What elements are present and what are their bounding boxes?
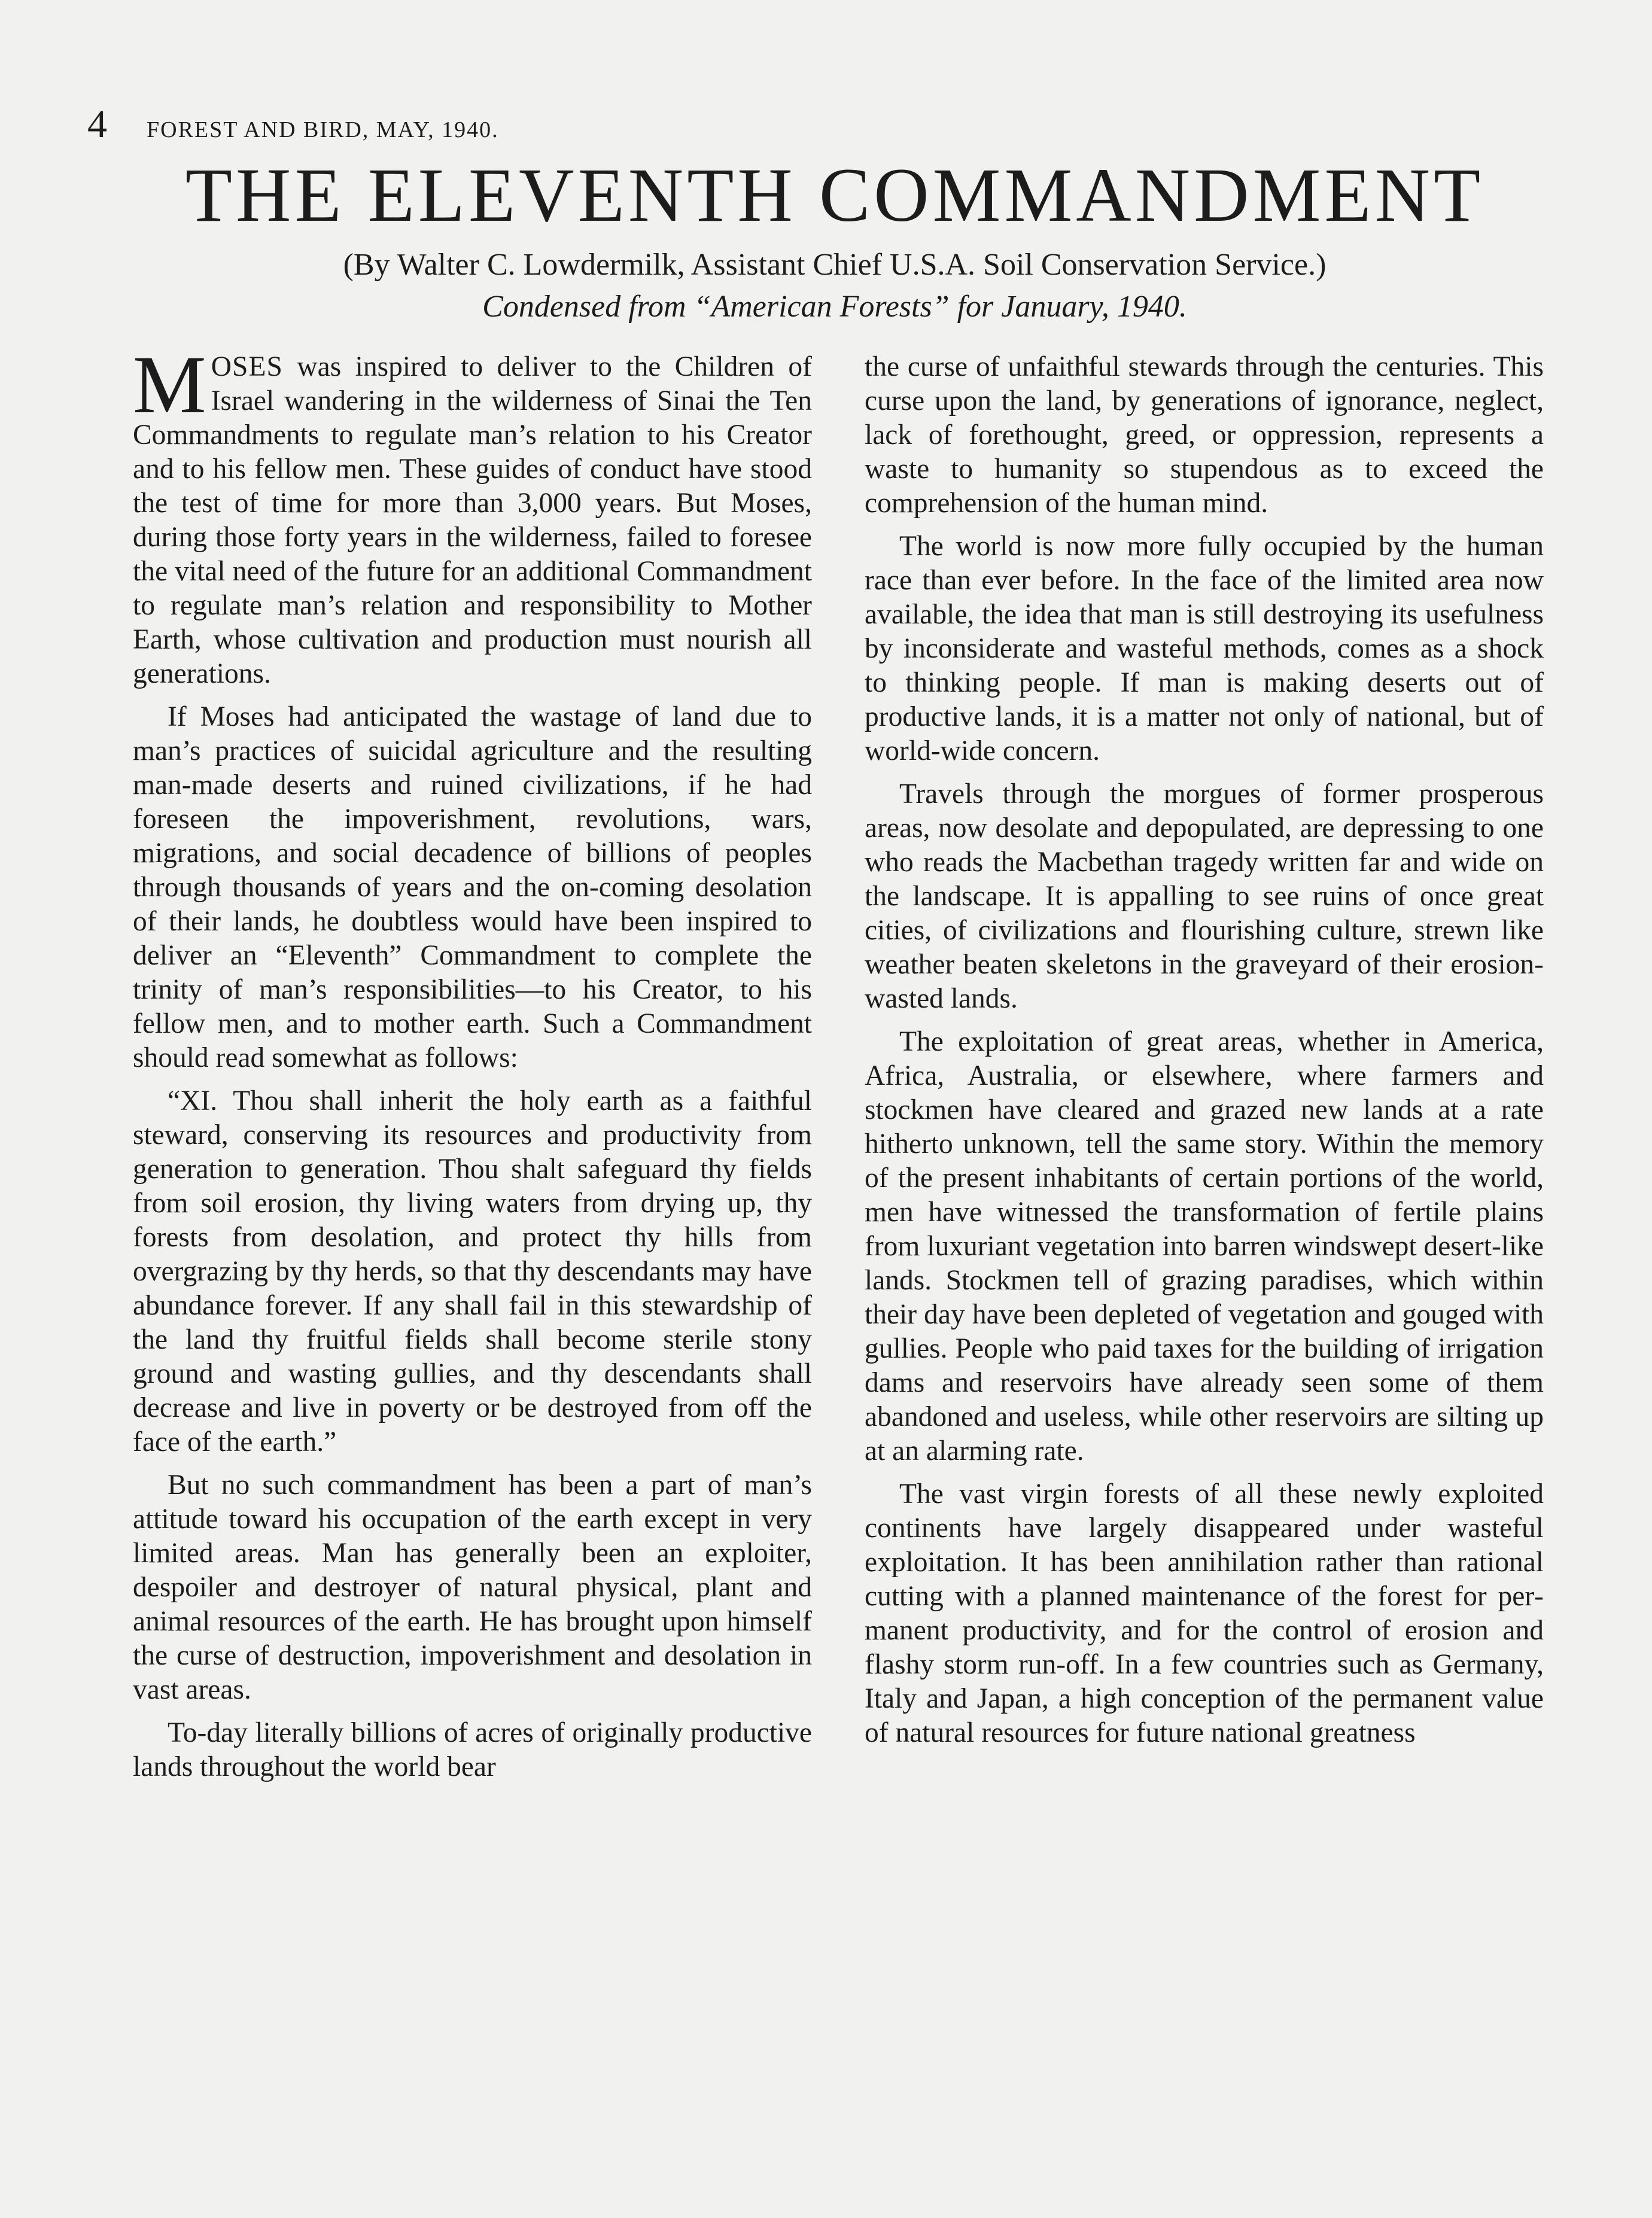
paragraph: If Moses had anticipated the wastage of land due to man’s practices of suicidal agriculture and the resulting man-made deserts and ruined civilizations, if he had foreseen the impoverishment, revolutions, wars, migrations, and social decadence of billions of peoples through thousands of years and the on-coming desolation of their lands, he doubtless would have been inspired to deliver an “Eleventh” Commandment to complete the trinity of man’s responsibilities—to his Creator, to his fellow men, and to mother earth. Such a Commandment should read somewhat as follows: <box>133 701 812 1073</box>
paragraph: But no such commandment has been a part of man’s attitude toward his occupation of the earth except in very limited areas. Man has generally been an exploiter, despoiler and destroyer of natural physical, plant and animal resources of the earth. He has brought upon himself the curse of destruction, impoverishment and desolation in vast areas. <box>133 1469 812 1705</box>
article-source-note: Condensed from “American Forests” for January, 1940. <box>482 290 1187 324</box>
running-head <box>87 102 499 147</box>
paragraph: To-day literally billions of acres of originally productive lands throughout the world bear <box>133 1717 812 1782</box>
paragraph: The exploitation of great areas, whether in America, Africa, Australia, or elsewhere, where farmers and stockmen have cleared and grazed new lands at a rate hitherto unknown, tell the same story. Within the memory of the present inhabitants of certain portions of the world, men have witnessed the transformation of fertile plains from luxuriant vegetation into barren windswept desert-like lands. Stockmen tell of grazing paradises, which within their day have been depleted of vegetation and gouged with gullies. People who paid taxes for the building of irrigation dams and reservoirs have already seen some of them abandoned and useless, while other reservoirs are silting up at an alarming rate. <box>865 1026 1544 1467</box>
left-column <box>133 339 812 1793</box>
drop-cap: M <box>133 339 206 430</box>
paragraph: The world is now more fully occupied by the human race than ever before. In the face of the limited area now available, the idea that man is still destroying its usefulness by inconsiderate and wasteful methods, comes as a shock to thinking people. If man is making deserts out of productive lands, it is a matter not only of national, but of world-wide concern. <box>865 531 1544 766</box>
page-number: 4 <box>87 102 107 146</box>
paragraph: Travels through the morgues of former prosperous areas, now desolate and depopulated, are depressing to one who reads the Macbethan tragedy written far and wide on the landscape. It is appalling to see ruins of once great cities, of civilizations and flourishing culture, strewn like weather beaten skeletons in the graveyard of their erosion-wasted lands. <box>865 778 1544 1014</box>
article-byline: (By Walter C. Lowdermilk, Assistant Chief U.S.A. Soil Conservation Service.) <box>343 248 1327 282</box>
journal-issue-line: FOREST AND BIRD, MAY, 1940. <box>147 117 499 142</box>
paragraph <box>133 339 812 691</box>
paragraph: the curse of unfaithful stewards through the centuries. This curse upon the land, by generations of ignorance, neglect, lack of forethought, greed, or oppression, represents a waste to humanity so stupendous as to exceed the comprehension of the human mind. <box>865 351 1544 519</box>
article-title: THE ELEVENTH COMMANDMENT <box>185 153 1484 238</box>
right-column <box>865 350 1544 1759</box>
commandment-quote: “XI. Thou shall inherit the holy earth as a faithful steward, conserving its resources and productivity from generation to generation. Thou shalt safeguard thy fields from soil erosion, thy living waters from drying up, thy forests from desolation, and protect thy hills from overgrazing by thy herds, so that thy descendants may have abundance forever. If any shall fail in this stewardship of the land thy fruitful fields shall become sterile stony ground and wasting gullies, and thy descendants shall decrease and live in poverty or be destroyed from off the face of the earth.” <box>133 1085 812 1458</box>
lead-word: OSES <box>211 351 283 382</box>
paragraph: The vast virgin forests of all these newly exploited continents have largely disappeared under wasteful exploitation. It has been annihilation rather than rational cutting with a planned maintenance of the forest for permanent productivity, and for the control of erosion and flashy storm run-off. In a few countries such as Germany, Italy and Japan, a high conception of the permanent value of natural resources for future national greatness <box>865 1478 1544 1748</box>
paragraph-text: was inspired to deliver to the Children of Israel wandering in the wilderness of Sinai the Ten Commandments to regulate man’s relation to his Creator and to his fellow men. These guides of conduct have stood the test of time for more than 3,000 years. But Moses, during those forty years in the wilderness, failed to foresee the vital need of the future for an additional Commandment to regulate man’s relation and responsibility to Mother Earth, whose cultivation and production must nourish all generations. <box>133 351 812 689</box>
